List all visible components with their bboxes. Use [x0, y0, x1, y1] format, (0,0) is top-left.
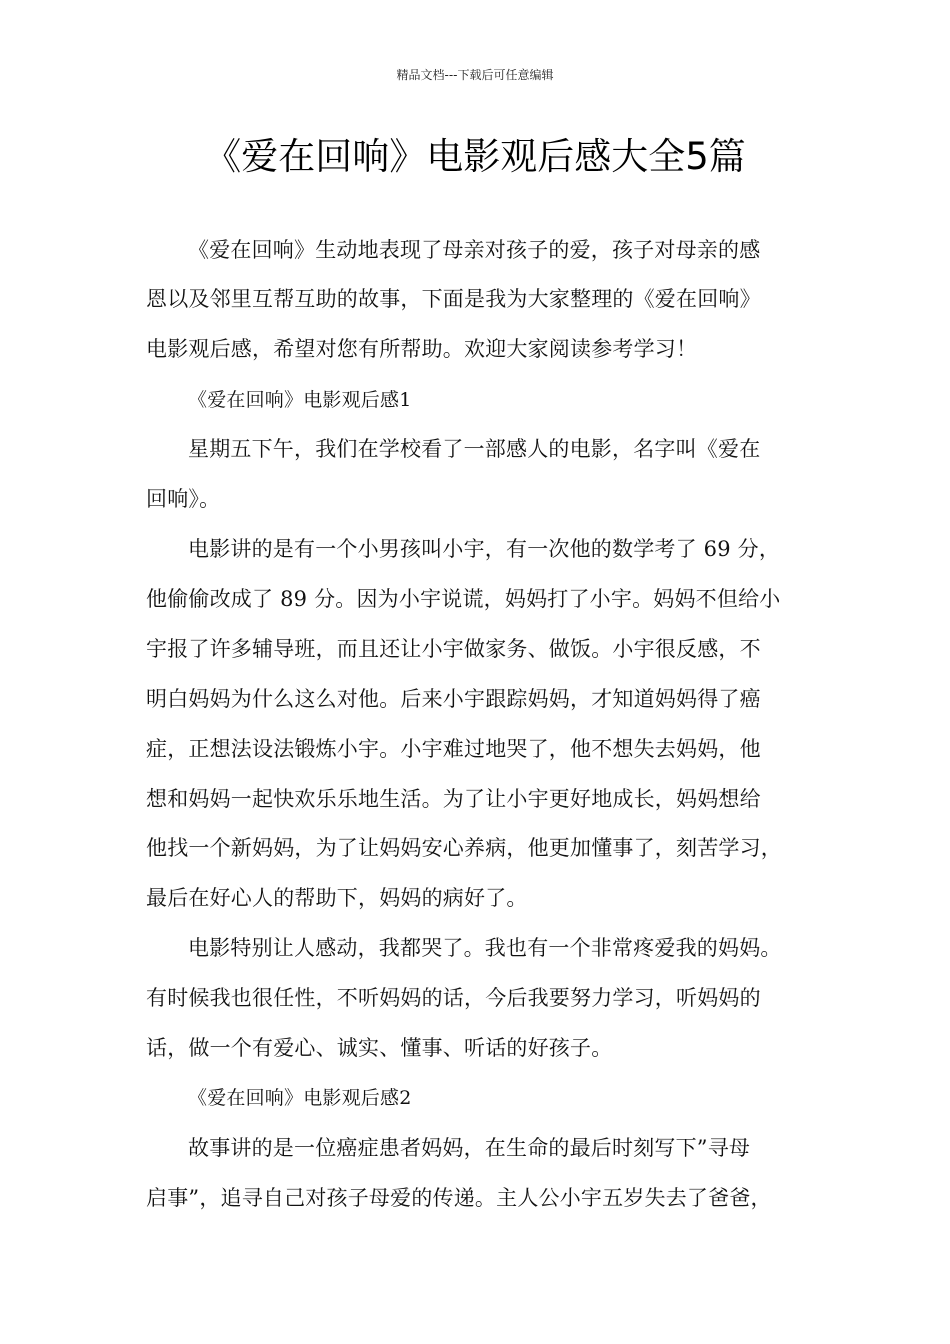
- paragraph-line: 恩以及邻里互帮互助的故事，下面是我为大家整理的《爱在回响》: [146, 287, 761, 311]
- paragraph-line: 症，正想法设法锻炼小宇。小宇难过地哭了，他不想失去妈妈，他: [146, 737, 761, 761]
- paragraph-line: 启事”，追寻自己对孩子母爱的传递。主人公小宇五岁失去了爸爸，: [146, 1186, 772, 1210]
- paragraph-line: 电影讲的是有一个小男孩叫小宇，有一次他的数学考了 69 分，: [188, 537, 781, 561]
- paragraph-line: 电影特别让人感动，我都哭了。我也有一个非常疼爱我的妈妈。: [188, 936, 782, 960]
- paragraph-line: 话，做一个有爱心、诚实、懂事、听话的好孩子。: [146, 1036, 613, 1060]
- header-note: 精品文档---下载后可任意编辑: [396, 68, 554, 82]
- paragraph-line: 想和妈妈一起快欢乐乐地生活。为了让小宇更好地成长，妈妈想给: [146, 787, 761, 811]
- section-heading: 《爱在回响》电影观后感2: [188, 1087, 412, 1109]
- paragraph-line: 他找一个新妈妈，为了让妈妈安心养病，他更加懂事了，刻苦学习，: [146, 836, 782, 860]
- paragraph-line: 有时候我也很任性，不听妈妈的话，今后我要努力学习，听妈妈的: [146, 986, 761, 1010]
- paragraph-line: 《爱在回响》生动地表现了母亲对孩子的爱，孩子对母亲的感: [188, 238, 761, 262]
- paragraph-line: 最后在好心人的帮助下，妈妈的病好了。: [146, 886, 528, 910]
- paragraph-line: 回响》。: [146, 487, 221, 511]
- paragraph-line: 明白妈妈为什么这么对他。后来小宇跟踪妈妈，才知道妈妈得了癌: [146, 687, 761, 711]
- document-title: 《爱在回响》电影观后感大全5篇: [204, 135, 746, 178]
- paragraph-line: 星期五下午，我们在学校看了一部感人的电影，名字叫《爱在: [188, 437, 761, 461]
- paragraph-line: 故事讲的是一位癌症患者妈妈，在生命的最后时刻写下”寻母: [188, 1136, 751, 1160]
- paragraph-line: 宇报了许多辅导班，而且还让小宇做家务、做饭。小宇很反感，不: [146, 637, 761, 661]
- paragraph-line: 电影观后感，希望对您有所帮助。欢迎大家阅读参考学习！: [146, 337, 698, 361]
- section-heading: 《爱在回响》电影观后感1: [188, 389, 412, 411]
- paragraph-line: 他偷偷改成了 89 分。因为小宇说谎，妈妈打了小宇。妈妈不但给小: [146, 587, 781, 611]
